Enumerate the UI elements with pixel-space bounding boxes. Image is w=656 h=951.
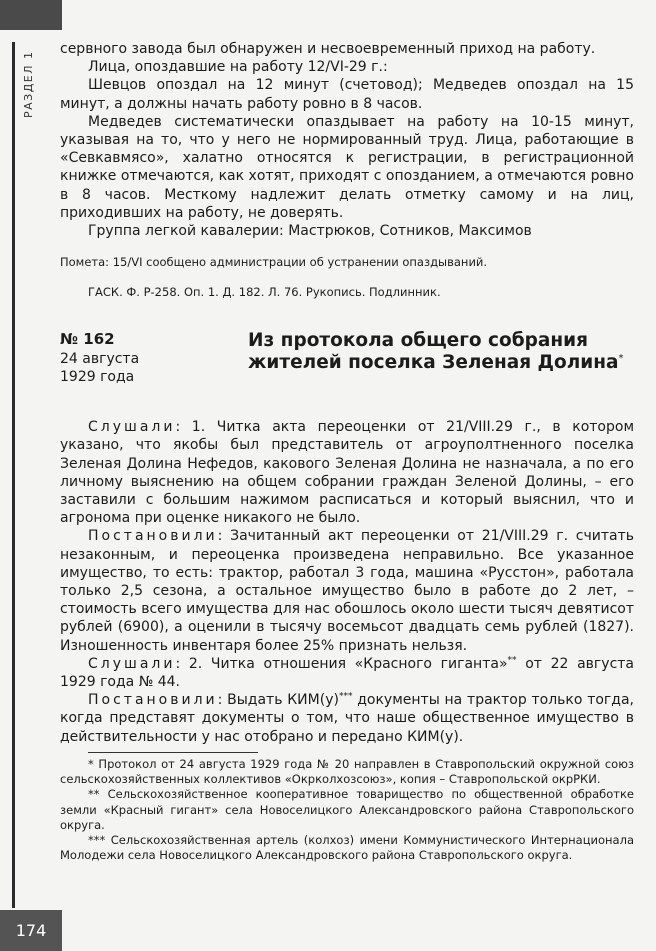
heard-label: Слушали [88,655,176,672]
document-body [60,418,634,746]
protocol-decision: Постановили: Зачитанный акт переоценки от 21/VIII.29 г. считать незаконным, и переоценка произведена неправильно. Все указанное имущество, то есть: трактор, работал 3 года, машина «Русстон», работала только 2,5 сезона, а остальное имущество было в работе до 2 лет, – стоимость всего имущества для нас обошлось около шести тысяч девятисот рублей (6900), а оценили в тысячу восемьсот двадцать семь рублей (1827). Изношенность инвентаря более 25% признать нельзя. [60,528,634,654]
footnote: ** Сельскохозяйственное кооперативное товарищество по общественной обработке земли «Красный гигант» села Новоселицкого Александровского района Ставропольского округа. [60,787,634,832]
item-text: от 22 августа 1929 года № 44. [60,655,634,691]
continuation-paragraph: сервного завода был обнаружен и несвоевременный приход на работу. [60,41,596,57]
document-date [60,350,139,386]
continuation-paragraph: Медведев систематически опаздывает на работу на 10-15 минут, указывая на то, что у него не нормированный труд. Лица, работающие в «Севкавмясо», халатно относятся к регистрации, в регистрационной книжке отмечаются, как хотят, приходят с опозданием, а отмечаются ровно в 8 часов. Месткому надлежит делать отметку самому и на лиц, приходивших на работу, не доверять. [60,113,634,221]
document-date-year: 1929 года [60,369,135,386]
continuation-paragraph: Лица, опоздавшие на работу 12/VI-29 г.: [88,59,388,76]
document-title-text: Из протокола общего собрания жителей поселка Зеленая Долина [248,330,619,374]
archival-source: ГАСК. Ф. Р-258. Оп. 1. Д. 182. Л. 76. Рукопись. Подлинник. [88,285,441,300]
document-date-day: 24 августа [60,351,140,368]
corner-tab [0,0,62,30]
decision-text: Зачитанный акт переоценки от 21/VIII.29 г. считать незаконным, и переоценка произведена неправильно. Все указанное имущество, то есть: трактор, работал 3 года, машина «Русстон», работала только 2,5 сезона, а остальное имущество было в работе до 2 лет, – стоимость всего имущества для нас обошлось около шести тысяч девятисот рублей (6900), а оценили в тысячу восемьсот двадцать семь рублей (1827). Изношенность инвентаря более 25% признать нельзя. [60,528,634,654]
footnote-mark: ** [507,655,517,666]
item-text: 1. Читка акта переоценки от 21/VIII.29 г., в котором указано, что якобы был представитель от агроуполтненного поселка Зеленая Долина Нефедов, какового Зеленая Долина не назначала, а по его личному выяснению на общем собрании граждан Зеленой Долины, – его заставили с большим нажимом расписаться и который выяснил, что и агронома при оценке никакого не было. [60,419,635,527]
signature-line: Группа легкой кавалерии: Мастрюков, Сотников, Максимов [88,223,532,240]
protocol-item: Слушали: 2. Читка отношения «Красного гиганта»** от 22 августа 1929 года № 44. [60,655,634,691]
protocol-decision: Постановили: Выдать КИМ(у)*** документы на трактор только тогда, когда представят документы о том, что наше общественное имущество в действительности у нас отобрано и передано КИМ(у). [60,691,635,745]
footnote-divider [88,752,258,753]
protocol-item: Слушали: 1. Читка акта переоценки от 21/VIII.29 г., в котором указано, что якобы был представитель от агроуполтненного поселка Зеленая Долина Нефедов, какового Зеленая Долина не назначала, а по его личному выяснению на общем собрании граждан Зеленой Долины, – его заставили с большим нажимом расписаться и который выяснил, что и агронома при оценке никакого не было. [60,419,635,527]
page-number: 174 [0,910,62,951]
decided-label: Постановили [88,692,218,709]
document-header [60,330,634,396]
document-title [248,330,634,374]
footnote-mark: *** [338,691,353,702]
item-text: 2. Читка отношения «Красного гиганта» [188,655,508,672]
footnote: *** Сельскохозяйственная артель (колхоз) имени Коммунистического Интернационала Молодежи села Новоселицкого Александровского района Ставропольского округа. [60,832,634,863]
footnote: * Протокол от 24 августа 1929 года № 20 направлен в Ставропольский окружной союз сельскохозяйственных коллективов «Окрколхозсоюз», копия – Ставропольской окрРКИ. [60,756,634,787]
page-content [60,40,634,863]
section-label: РАЗДЕЛ 1 [22,50,35,118]
decided-label: Постановили [88,528,218,545]
continuation-paragraph: Шевцов опоздал на 12 минут (счетовод); Медведев опоздал на 15 минут, а должны начать работу ровно в 8 часов. [60,77,634,112]
title-footnote-mark: * [618,353,624,365]
margin-rule [12,42,15,908]
heard-label: Слушали [88,419,176,436]
archival-note: Помета: 15/VI сообщено администрации об устранении опаздываний. [60,255,488,270]
document-number: № 162 [60,330,115,349]
decision-text: документы на трактор только тогда, когда представят документы о том, что наше общественное имущество в действительности у нас отобрано и передано КИМ(у). [60,692,635,745]
decision-text: Выдать КИМ(у) [227,692,339,709]
